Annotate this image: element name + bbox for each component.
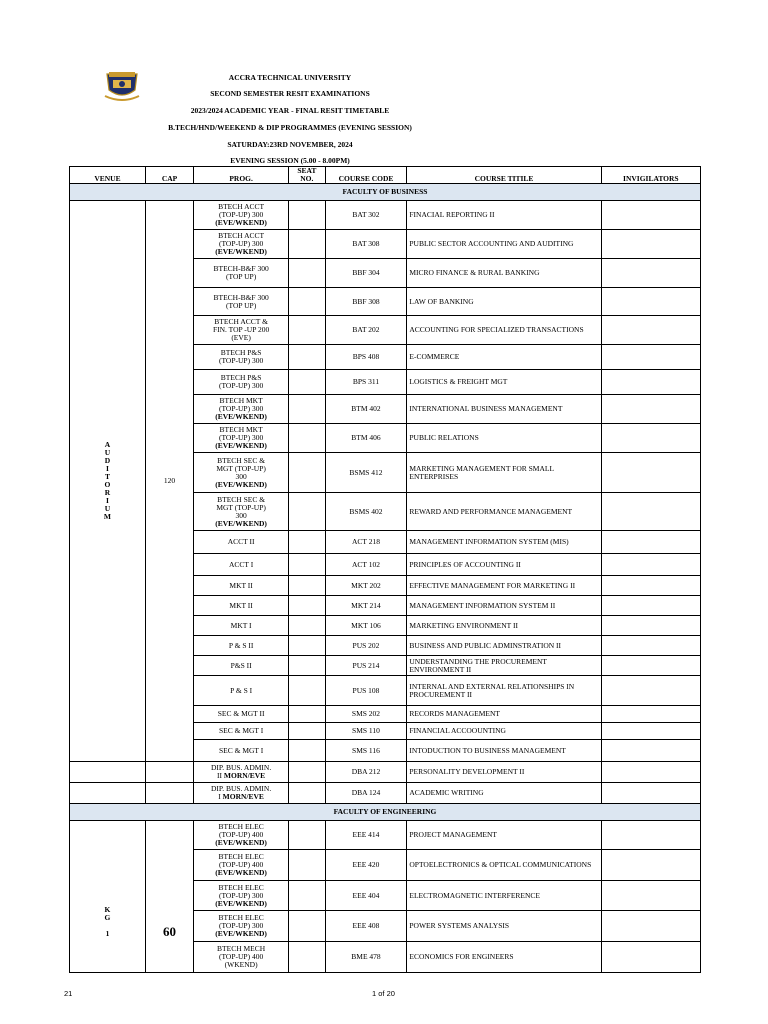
invigilator-cell [601,783,700,804]
course-code: BSMS 402 [325,493,407,531]
prog-text: MGT (TOP-UP) [216,463,266,473]
prog-cell [194,453,289,493]
seat-cell [289,616,326,636]
prog-text: BTECH P&S [220,348,262,357]
prog-level: I [218,792,223,801]
invigilator-cell [601,230,700,259]
faculty-engineering-label: FACULTY OF ENGINEERING [70,804,701,821]
prog-text: DIP. BUS. ADMIN. [210,784,272,793]
prog-text: (TOP-UP) 300 [218,890,264,900]
prog-mode: (EVE/WKEND) [215,898,267,908]
course-code: BAT 302 [325,201,407,230]
seat-cell [289,288,326,316]
course-title: OPTOELECTRONICS & OPTICAL COMMUNICATIONS [407,850,601,881]
prog-text: BTECH ELEC [218,852,264,861]
invigilator-cell [601,676,700,706]
prog-text: (TOP-UP) 300 [218,921,264,930]
prog-text: MKT II [229,580,253,590]
seat-cell [289,762,326,783]
prog-mode: (EVE/WKEND) [215,518,267,528]
prog-cell [194,636,289,656]
table-header-row [70,167,701,184]
course-code: EEE 414 [325,821,407,850]
venue-cell [70,783,146,804]
course-title: MANAGEMENT INFORMATION SYSTEM II [407,596,601,616]
prog-mode: (EVE/WKEND) [215,247,267,256]
prog-text: DIP. BUS. ADMIN. [210,763,272,772]
venue-name [70,821,146,973]
seat-cell [289,783,326,804]
prog-text: BTECH ACCT & [214,317,268,326]
seat-cell [289,636,326,656]
venue-letter: 1 [105,928,110,938]
col-title: COURSE TITILE [407,167,601,184]
invigilator-cell [601,616,700,636]
prog-cell [194,911,289,942]
course-title: POWER SYSTEMS ANALYSIS [407,911,601,942]
table-row [70,762,701,783]
col-venue: VENUE [70,167,146,184]
prog-text: (TOP-UP) 300 [218,239,264,248]
prog-line [196,793,286,801]
invigilator-cell [601,850,700,881]
prog-cell [194,783,289,804]
course-title: PERSONALITY DEVELOPMENT II [407,762,601,783]
timetable [69,166,701,973]
course-code: BTM 406 [325,424,407,453]
prog-text: SEC & MGT II [217,709,265,718]
prog-text: BTECH MECH [217,944,266,953]
invigilator-cell [601,636,700,656]
col-code: COURSE CODE [325,167,407,184]
prog-text: BTECH SEC & [217,455,266,465]
course-code: MKT 214 [325,596,407,616]
prog-text: BTECH SEC & [217,494,266,504]
prog-text: FIN. TOP -UP 200 [212,325,270,334]
prog-text: (TOP-UP) 400 [218,860,264,869]
seat-cell [289,656,326,676]
course-title: ACCOUNTING FOR SPECIALIZED TRANSACTIONS [407,316,601,345]
course-code: MKT 202 [325,576,407,596]
venue-name [70,201,146,762]
course-title: INTERNATIONAL BUSINESS MANAGEMENT [407,395,601,424]
invigilator-cell [601,453,700,493]
prog-cell [194,531,289,554]
course-code: EEE 404 [325,881,407,911]
prog-cell [194,345,289,370]
invigilator-cell [601,942,700,973]
invigilator-cell [601,596,700,616]
col-cap: CAP [145,167,193,184]
seat-cell [289,576,326,596]
venue-letter: M [103,512,112,521]
cap-cell [145,783,193,804]
invigilator-cell [601,424,700,453]
course-code: BPS 311 [325,370,407,395]
prog-mode: MORN/EVE [222,792,264,801]
prog-text: (TOP-UP) 400 [218,952,264,961]
course-title: INTODUCTION TO BUSINESS MANAGEMENT [407,740,601,762]
prog-text: P & S II [228,640,254,650]
col-prog: PROG. [194,167,289,184]
prog-text: BTECH ACCT [218,202,265,211]
invigilator-cell [601,316,700,345]
prog-text: BTECH ELEC [218,822,264,831]
prog-cell [194,850,289,881]
venue-letter: G [104,912,111,922]
seat-cell [289,395,326,424]
course-title: ACADEMIC WRITING [407,783,601,804]
course-title: INTERNAL AND EXTERNAL RELATIONSHIPS IN PROCUREMENT II [407,676,601,706]
course-code: ACT 218 [325,531,407,554]
course-code: BAT 308 [325,230,407,259]
invigilator-cell [601,762,700,783]
prog-text: P & S I [230,685,253,695]
prog-text: BTECH P&S [220,373,262,382]
invigilator-cell [601,554,700,576]
seat-cell [289,259,326,288]
prog-text: MKT I [230,620,252,630]
course-title: MANAGEMENT INFORMATION SYSTEM (MIS) [407,531,601,554]
seat-cell [289,370,326,395]
page-number: 1 of 20 [372,989,395,998]
course-title: MARKETING MANAGEMENT FOR SMALL ENTERPRISES [407,453,601,493]
prog-text: ACCT I [228,559,254,569]
venue-letter: D [104,456,111,465]
invigilator-cell [601,576,700,596]
prog-text: SEC & MGT I [218,745,264,755]
invigilator-cell [601,531,700,554]
invigilator-cell [601,370,700,395]
course-title: E-COMMERCE [407,345,601,370]
prog-text: 300 [235,510,247,520]
course-code: DBA 212 [325,762,407,783]
venue-capacity: 60 [145,821,193,973]
invigilator-cell [601,493,700,531]
venue-letter: O [104,480,111,489]
course-title: MARKETING ENVIRONMENT II [407,616,601,636]
course-title: REWARD AND PERFORMANCE MANAGEMENT [407,493,601,531]
prog-text: ACCT II [227,537,255,546]
venue-letter: U [104,504,111,513]
prog-cell [194,424,289,453]
seat-cell [289,596,326,616]
prog-text: BTECH MKT [219,396,263,405]
prog-text: P&S II [230,660,252,670]
prog-text: BTECH ELEC [218,913,264,922]
table-row [70,821,701,850]
prog-cell [194,821,289,850]
prog-text: BTECH MKT [219,425,263,434]
seat-cell [289,723,326,740]
course-title: FINANCIAL ACCOOUNTING [407,723,601,740]
header-session: EVENING SESSION (5.00 - 8.00PM) [230,156,350,165]
seat-cell [289,706,326,723]
prog-line [196,772,286,780]
course-code: BPS 408 [325,345,407,370]
course-code: BTM 402 [325,395,407,424]
seat-cell [289,424,326,453]
prog-cell [194,554,289,576]
col-seat: SEAT NO. [289,167,326,184]
prog-text: (TOP-UP) 300 [218,381,264,390]
prog-text: (TOP-UP) 400 [218,830,264,839]
prog-text: (EVE) [231,333,251,342]
course-title: PROJECT MANAGEMENT [407,821,601,850]
invigilator-cell [601,706,700,723]
prog-text: (TOP-UP) 300 [218,433,264,442]
prog-cell [194,740,289,762]
seat-cell [289,453,326,493]
prog-cell [194,370,289,395]
course-code: BBF 308 [325,288,407,316]
venue-cell [70,762,146,783]
invigilator-cell [601,740,700,762]
prog-cell [194,259,289,288]
prog-mode: (EVE/WKEND) [215,218,267,227]
prog-text: (TOP-UP) 300 [218,404,264,413]
invigilator-cell [601,395,700,424]
prog-cell [194,493,289,531]
prog-mode: (EVE/WKEND) [215,479,267,489]
course-title: FINACIAL REPORTING II [407,201,601,230]
course-title: ECONOMICS FOR ENGINEERS [407,942,601,973]
header-year: 2023/2024 ACADEMIC YEAR - FINAL RESIT TIMETABLE [190,106,390,115]
seat-cell [289,942,326,973]
seat-cell [289,821,326,850]
prog-text: MKT II [229,600,253,610]
course-title: BUSINESS AND PUBLIC ADMINSTRATION II [407,636,601,656]
invigilator-cell [601,911,700,942]
header-university: ACCRA TECHNICAL UNIVERSITY [228,73,352,82]
venue-letter: K [104,904,111,914]
course-title: PUBLIC RELATIONS [407,424,601,453]
seat-cell [289,676,326,706]
prog-cell [194,762,289,783]
prog-cell [194,201,289,230]
seat-cell [289,230,326,259]
prog-cell [194,676,289,706]
course-title: MICRO FINANCE & RURAL BANKING [407,259,601,288]
course-code: ACT 102 [325,554,407,576]
course-code: SMS 110 [325,723,407,740]
course-code: DBA 124 [325,783,407,804]
course-code: SMS 202 [325,706,407,723]
prog-mode: (EVE/WKEND) [215,929,267,938]
invigilator-cell [601,288,700,316]
prog-cell [194,706,289,723]
venue-letter: T [104,472,110,481]
course-title: EFFECTIVE MANAGEMENT FOR MARKETING II [407,576,601,596]
prog-text: BTECH ACCT [218,231,265,240]
seat-cell [289,881,326,911]
course-code: BME 478 [325,942,407,973]
venue-letter: A [104,440,111,449]
invigilator-cell [601,259,700,288]
prog-text: BTECH-B&F 300 [213,264,269,273]
header-exam: SECOND SEMESTER RESIT EXAMINATIONS [210,89,370,98]
invigilator-cell [601,656,700,676]
prog-text: MGT (TOP-UP) [216,502,266,512]
prog-mode: MORN/EVE [223,771,266,780]
course-code: PUS 108 [325,676,407,706]
invigilator-cell [601,345,700,370]
seat-cell [289,531,326,554]
course-code: BSMS 412 [325,453,407,493]
faculty-row [70,184,701,201]
prog-cell [194,395,289,424]
col-invigilators: INVIGILATORS [601,167,700,184]
faculty-row [70,804,701,821]
table-body [70,184,701,973]
seat-cell [289,740,326,762]
venue-letter: I [106,496,109,505]
prog-text: BTECH ELEC [218,882,264,892]
course-title: LAW OF BANKING [407,288,601,316]
prog-text: (TOP-UP) 300 [218,210,264,219]
table-row [70,783,701,804]
invigilator-cell [601,821,700,850]
prog-text: (WKEND) [224,960,258,969]
prog-text: (TOP UP) [226,300,257,310]
prog-mode: (EVE/WKEND) [215,412,267,421]
course-title: UNDERSTANDING THE PROCUREMENT ENVIRONMENT II [407,656,601,676]
seat-cell [289,493,326,531]
prog-cell [194,288,289,316]
course-code: EEE 420 [325,850,407,881]
course-code: PUS 214 [325,656,407,676]
prog-cell [194,576,289,596]
course-title: PRINCIPLES OF ACCOUNTING II [407,554,601,576]
prog-cell [194,230,289,259]
venue-letter: I [106,464,109,473]
prog-text: BTECH-B&F 300 [213,292,269,302]
course-title: RECORDS MANAGEMENT [407,706,601,723]
course-code: PUS 202 [325,636,407,656]
prog-mode: (EVE/WKEND) [215,838,267,847]
course-code: MKT 106 [325,616,407,636]
prog-mode: (EVE/WKEND) [215,441,267,450]
footer-left-number: 21 [64,989,73,998]
invigilator-cell [601,723,700,740]
header-programmes: B.TECH/HND/WEEKEND & DIP PROGRAMMES (EVENING SESSION) [168,123,412,132]
course-title: LOGISTICS & FREIGHT MGT [407,370,601,395]
faculty-business-label: FACULTY OF BUSINESS [70,184,701,201]
course-code: BBF 304 [325,259,407,288]
course-code: EEE 408 [325,911,407,942]
prog-text: (TOP-UP) 300 [218,356,264,365]
prog-text: 300 [235,471,247,481]
invigilator-cell [601,201,700,230]
prog-cell [194,723,289,740]
prog-cell [194,596,289,616]
prog-cell [194,881,289,911]
seat-cell [289,911,326,942]
course-title: ELECTROMAGNETIC INTERFERENCE [407,881,601,911]
table-row [70,201,701,230]
venue-capacity: 120 [145,201,193,762]
seat-cell [289,554,326,576]
prog-text: SEC & MGT I [218,726,264,735]
seat-cell [289,850,326,881]
invigilator-cell [601,881,700,911]
course-code: BAT 202 [325,316,407,345]
seat-cell [289,316,326,345]
seat-cell [289,345,326,370]
course-title: PUBLIC SECTOR ACCOUNTING AND AUDITING [407,230,601,259]
venue-letter: R [104,488,111,497]
header-date: SATURDAY:23RD NOVEMBER, 2024 [227,140,353,149]
prog-level: II [217,771,224,780]
cap-cell [145,762,193,783]
prog-cell [194,656,289,676]
course-code: SMS 116 [325,740,407,762]
venue-letter: U [104,448,111,457]
prog-mode: (EVE/WKEND) [215,868,267,877]
prog-text: (TOP UP) [226,272,257,281]
prog-cell [194,942,289,973]
prog-cell [194,616,289,636]
prog-cell [194,316,289,345]
seat-cell [289,201,326,230]
